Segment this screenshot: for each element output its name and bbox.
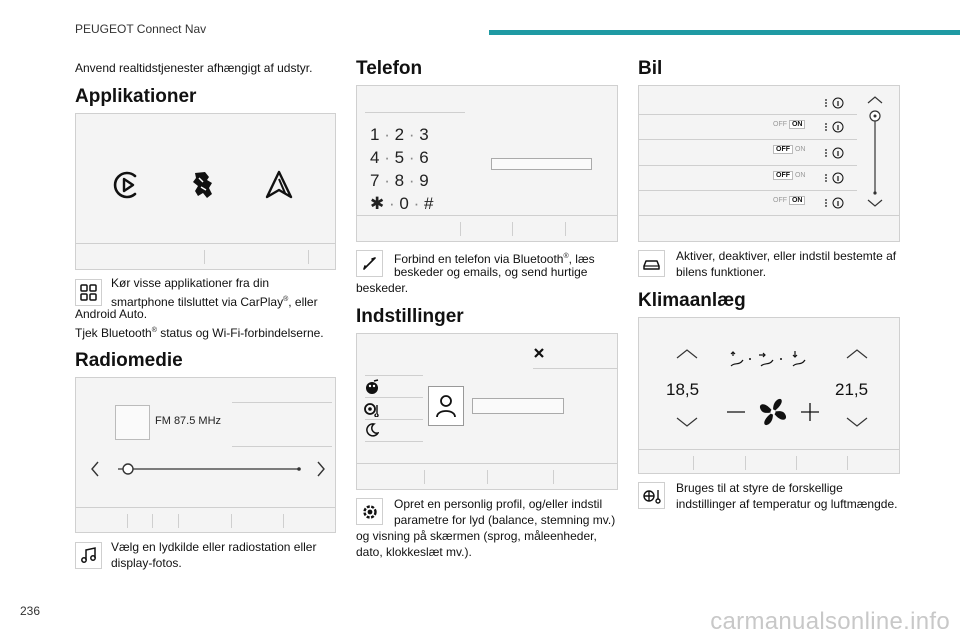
applikationer-screen — [75, 113, 336, 270]
running-header: PEUGEOT Connect Nav — [75, 22, 207, 36]
telefon-desc-2: beskeder og emails, og send hurtige — [394, 265, 588, 279]
apps-grid-icon — [75, 279, 102, 306]
bil-heading: Bil — [638, 58, 663, 79]
temp-right-down-icon[interactable] — [845, 416, 869, 428]
station-artwork — [115, 405, 150, 440]
toggle-row-4[interactable]: OFF ON — [773, 197, 805, 204]
user-profile-icon — [429, 387, 463, 425]
bil-desc-1: Aktiver, deaktiver, eller indstil bestemte af — [676, 249, 897, 263]
android-auto-icon — [263, 169, 295, 201]
watermark: carmanualsonline.info — [710, 608, 950, 635]
fan-speed-control[interactable] — [725, 398, 821, 430]
bil-screen — [638, 85, 900, 242]
klimaanlaeg-heading: Klimaanlæg — [638, 290, 746, 311]
sound-settings-icon[interactable] — [363, 401, 381, 417]
header-accent-bar — [489, 30, 960, 35]
klimaanlaeg-desc-1: Bruges til at styre de forskellige — [676, 481, 843, 495]
indstillinger-screen — [356, 333, 618, 490]
indstillinger-desc-1: Opret en personlig profil, og/eller indstil — [394, 497, 603, 511]
palette-icon[interactable] — [364, 379, 380, 395]
telefon-heading: Telefon — [356, 58, 423, 79]
applikationer-desc-1: Kør visse applikationer fra din — [111, 276, 270, 290]
applikationer-heading: Applikationer — [75, 86, 197, 107]
close-icon[interactable] — [533, 347, 545, 359]
number-display-field[interactable] — [491, 158, 592, 170]
peugeot-lion-icon — [186, 169, 218, 201]
telefon-desc-1: Forbind en telefon via Bluetooth®, læs — [394, 252, 595, 266]
station-frequency: FM 87.5 MHz — [155, 415, 222, 427]
keypad-row-4: ✱ · 0 · # — [370, 194, 434, 213]
gear-icon — [356, 498, 383, 525]
radiomedie-desc-1: Vælg en lydkilde eller radiostation eller — [111, 540, 317, 554]
radiomedie-desc-2: display-fotos. — [111, 556, 182, 570]
temp-left-down-icon[interactable] — [675, 416, 699, 428]
indstillinger-desc-4: dato, klokkeslæt mv.). — [356, 545, 472, 559]
temperature-left: 18,5 — [666, 380, 700, 399]
carplay-icon — [113, 170, 143, 200]
toggle-row-2[interactable]: OFF ON — [773, 146, 805, 153]
tuning-slider[interactable] — [88, 458, 328, 480]
keypad-row-3: 7 · 8 · 9 — [370, 171, 429, 190]
profile-name-field[interactable] — [472, 398, 564, 414]
temp-right-up-icon[interactable] — [845, 348, 869, 360]
airflow-mode-icons[interactable] — [727, 348, 817, 370]
indstillinger-desc-3: og visning på skærmen (sprog, måleenheder, — [356, 529, 597, 543]
indstillinger-desc-2: parametre for lyd (balance, stemning mv.) — [394, 513, 616, 527]
info-menu-icons[interactable] — [822, 94, 846, 212]
radiomedie-screen — [75, 377, 336, 533]
klimaanlaeg-screen — [638, 317, 900, 474]
phone-icon — [356, 250, 383, 277]
keypad-row-1: 1 · 2 · 3 — [370, 125, 429, 144]
keypad-row-2: 4 · 5 · 6 — [370, 148, 429, 167]
page-number: 236 — [20, 604, 41, 618]
temp-left-up-icon[interactable] — [675, 348, 699, 360]
bil-desc-2: bilens funktioner. — [676, 265, 767, 279]
toggle-row-3[interactable]: OFF ON — [773, 172, 805, 179]
telefon-desc-3: beskeder. — [356, 281, 409, 295]
vertical-scrollbar[interactable] — [865, 96, 885, 208]
indstillinger-heading: Indstillinger — [356, 306, 464, 327]
car-icon — [638, 250, 665, 277]
dial-keypad[interactable] — [370, 123, 433, 215]
radiomedie-heading: Radiomedie — [75, 350, 183, 371]
toggle-row-1[interactable]: OFF ON — [773, 121, 805, 128]
applikationer-desc-2: smartphone tilsluttet via CarPlay®, eller — [111, 295, 318, 309]
telefon-screen — [356, 85, 618, 242]
temperature-right: 21,5 — [835, 380, 869, 399]
music-note-icon — [75, 542, 102, 569]
klimaanlaeg-desc-2: indstillinger af temperatur og luftmængde. — [676, 497, 898, 511]
night-mode-icon[interactable] — [365, 423, 379, 437]
profile-avatar[interactable] — [428, 386, 464, 426]
applikationer-desc-4: Tjek Bluetooth® status og Wi-Fi-forbindelserne. — [75, 326, 324, 340]
climate-fan-temp-icon — [638, 482, 665, 509]
intro-text: Anvend realtidstjenester afhængigt af udstyr. — [75, 61, 313, 75]
applikationer-desc-3: Android Auto. — [75, 307, 148, 321]
